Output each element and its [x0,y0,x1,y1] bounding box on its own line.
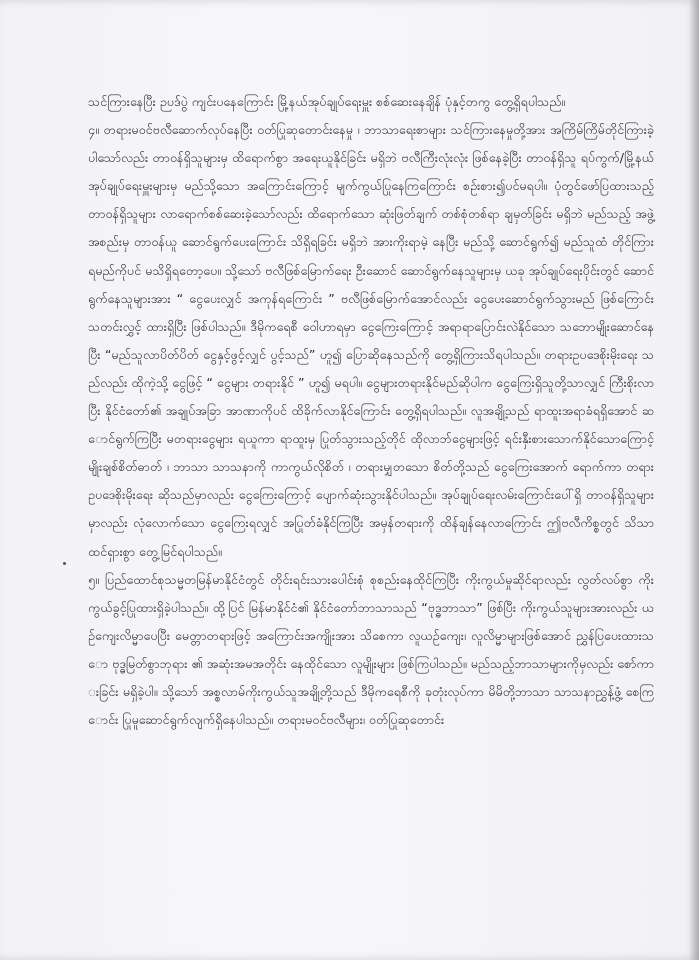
paragraph-4: ၄။ တရားမဝင်ဗလီဆောက်လုပ်နေပြီး ဝတ်ပြုဆုတောင်းနေမှု ၊ ဘာသာရေးစာများ သင်ကြားနေမှုတို့အား အကြိမ်ကြိမ်တိုင်ကြားခဲ့ပါသော်လည်း တာဝန်ရှိသူများမှ ထိရောက်စွာ အရေးယူနိုင်ခြင်း မရှိဘဲ ဗလီကြီးလုံးလုံး ဖြစ်နေခဲ့ပြီး တာဝန်ရှိသူ ရပ်ကွက်/မြို့နယ်အုပ်ချုပ်ရေးမှူးများမှ မည်သို့သော အကြောင်းကြောင့် မျက်ကွယ်ပြုနေကြကြောင်း စဉ်းစား၍ပင်မရပါ။ ပုံတွင်ဖော်ပြထားသည့် တာဝန်ရှိသူများ လာရောက်စစ်ဆေးခဲ့သော်လည်း ထိရောက်သော ဆုံးဖြတ်ချက် တစ်စုံတစ်ရာ ချမှတ်ခြင်း မရှိဘဲ မည်သည့် အဖွဲ့အစည်းမှ တာဝန်ယူ ဆောင်ရွက်ပေးကြောင်း သိရှိရခြင်း မရှိဘဲ အားကိုးရာမဲ့ နေပြီး မည်သို့ ဆောင်ရွက်၍ မည်သူထံ တိုင်ကြားရမည်ကိုပင် မသိရှိရတော့ပေ။ သို့သော် ဗလီဖြစ်မြောက်ရေး ဦးဆောင် ဆောင်ရွက်နေသူများမှ ယခု အုပ်ချုပ်ရေးပိုင်းတွင် ဆောင်ရွက်နေသူများအား “ ငွေပေးလျှင် အကုန်ရကြောင်း ” ဗလီဖြစ်မြောက်အောင်လည်း ငွေပေးဆောင်ရွက်သွားမည် ဖြစ်ကြောင်း သတင်းလွှင့် ထားရှိပြီး ဖြစ်ပါသည်။ ဒီမိုကရေစီ ဝေါဟာရမှာ ငွေကြေးကြောင့် အရာရာပြောင်းလဲနိုင်သော သဘောမျိုးဆောင်နေပြီး “မည်သူလာပိတ်ပိတ် ငွေနှင့်ဖွင့်လျှင် ပွင့်သည်” ဟူ၍ ပြောဆိုနေသည်ကို တွေ့ရှိကြားသိရပါသည်။ တရားဥပဒေစိုးမိုးရေး သည်လည်း ထိုကဲ့သို့ ငွေဖြင့် “ ငွေများ တရားနိုင် ” ဟူ၍ မရပါ။ ငွေများတရားနိုင်မည်ဆိုပါက ငွေကြေးရှိသူတို့သာလျှင် ကြီးစိုးလာပြီး နိုင်ငံတော်၏ အချုပ်အခြာ အာဏာကိုပင် ထိခိုက်လာနိုင်ကြောင်း တွေ့ရှိရပါသည်။ လူအချို့သည် ရာထူးအရာခံရရှိအောင် ဆောင်ရွက်ကြပြီး မတရားငွေများ ရယူကာ ရာထူးမှ ပြုတ်သွားသည့်တိုင် ထိုလာဘ်ငွေများဖြင့် ရင်းနှီးစားသောက်နိုင်သောကြောင့် မျိုးချစ်စိတ်ဓာတ် ၊ ဘာသာ သာသနာကို ကာကွယ်လိုစိတ် ၊ တရားမျှတသော စိတ်တို့သည် ငွေကြေးအောက် ရောက်ကာ တရားဥပဒေစိုးမိုးရေး ဆိုသည်မှာလည်း ငွေကြေးကြောင့် ပျောက်ဆုံးသွားနိုင်ပါသည်။ အုပ်ချုပ်ရေးလမ်းကြောင်းပေါ်ရှိ တာဝန်ရှိသူများမှာလည်း လုံလောက်သော ငွေကြေးရလျှင် အပြုတ်ခံနိုင်ကြပြီး အမှန်တရားကို ထိန်ချန်နေလာကြောင်း ဤဗလီကိစ္စတွင် သိသာထင်ရှားစွာ တွေ့မြင်ရပါသည်။ [88,122,654,559]
scan-speck [63,562,66,565]
document-body [88,88,654,734]
paragraph-5: ၅။ ပြည်ထောင်စုသမ္မတမြန်မာနိုင်ငံတွင် တိုင်းရင်းသားပေါင်းစုံ စုစည်းနေထိုင်ကြပြီး ကိုးကွယ်မှုဆိုင်ရာလည်း လွတ်လပ်စွာ ကိုးကွယ်ခွင့်ပြုထားရှိခဲ့ပါသည်။ ထို့ပြင် မြန်မာနိုင်ငံ၏ နိုင်ငံတော်ဘာသာသည် “ဗုဒ္ဓဘာသာ” ဖြစ်ပြီး ကိုးကွယ်သူများအားလည်း ယဉ်ကျေးလိမ္မာပေပြီး မေတ္တာတရားဖြင့် အကြောင်းအကျိုးအား သိစေကာ လူယဉ်ကျေး၊ လူလိမ္မာများဖြစ်အောင် ညွှန်ပြပေးထားသော ဗုဒ္ဓမြတ်စွာဘုရား ၏ အဆုံးအမအတိုင်း နေထိုင်သော လူမျိုးများ ဖြစ်ကြပါသည်။ မည်သည့်ဘာသာများကိုမှလည်း စော်ကားခြင်း မရှိခဲ့ပါ။ သို့သော် အစ္စလာမ်ကိုးကွယ်သူအချို့တို့သည် ဒီမိုကရေစီကို ခုတုံးလုပ်ကာ မိမိတို့ဘာသာ သာသနာညွှန့်ဖွံ့ စေကြောင်း ပြုမူဆောင်ရွက်လျက်ရှိနေပါသည်။ တရားမဝင်ဗလီများ၊ ဝတ်ပြုဆုတောင်း [88,571,654,728]
paragraph-continuation: သင်ကြားနေပြီး ဉပဒ်ပွဲ ကျင်းပနေကြောင်း မြို့နယ်အုပ်ချုပ်ရေးမှူး စစ်ဆေးနေချိန် ပုံနှင့်တကွ တွေ့ရှိရပါသည်။ [88,94,566,109]
page-edge-shadow [689,0,699,960]
